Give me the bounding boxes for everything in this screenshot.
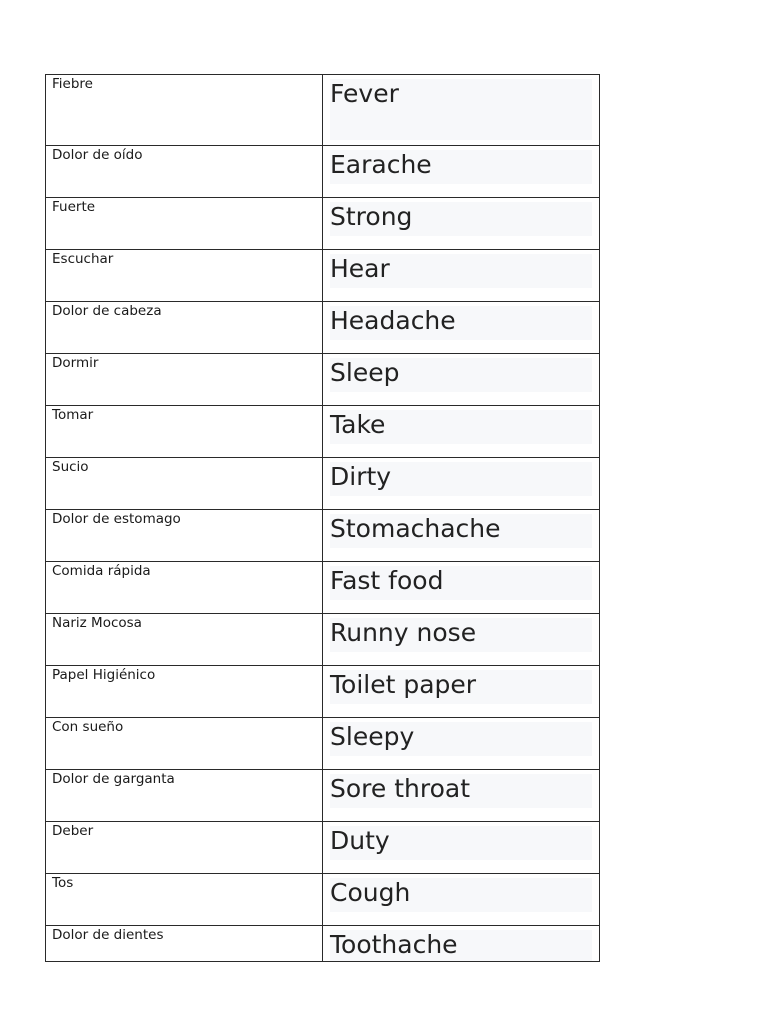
english-cell — [323, 614, 600, 666]
english-translation: Cough — [330, 878, 411, 907]
english-answer-field[interactable] — [330, 826, 592, 860]
english-translation: Hear — [330, 254, 390, 283]
english-answer-field[interactable] — [330, 670, 592, 704]
english-translation: Dirty — [330, 462, 392, 491]
english-translation: Sleepy — [330, 722, 415, 751]
table-row — [46, 926, 600, 962]
spanish-cell — [46, 458, 323, 510]
english-cell — [323, 302, 600, 354]
english-translation: Strong — [330, 202, 413, 231]
table-row — [46, 302, 600, 354]
spanish-cell — [46, 146, 323, 198]
spanish-cell — [46, 510, 323, 562]
english-answer-field[interactable] — [330, 358, 592, 392]
english-cell — [323, 666, 600, 718]
english-answer-field[interactable] — [330, 514, 592, 548]
table-row — [46, 562, 600, 614]
spanish-term: Dolor de garganta — [52, 771, 175, 787]
english-cell — [323, 146, 600, 198]
spanish-term: Nariz Mocosa — [52, 615, 142, 631]
english-cell — [323, 250, 600, 302]
english-answer-field[interactable] — [330, 566, 592, 600]
english-answer-field[interactable] — [330, 306, 592, 340]
english-answer-field[interactable] — [330, 410, 592, 444]
english-translation: Runny nose — [330, 618, 477, 647]
spanish-term: Fuerte — [52, 199, 96, 215]
table-row — [46, 406, 600, 458]
english-cell — [323, 458, 600, 510]
english-cell — [323, 562, 600, 614]
english-cell — [323, 510, 600, 562]
spanish-cell — [46, 250, 323, 302]
english-cell — [323, 198, 600, 250]
english-translation: Headache — [330, 306, 456, 335]
table-row — [46, 614, 600, 666]
english-translation: Sore throat — [330, 774, 471, 803]
table-row — [46, 510, 600, 562]
spanish-term: Tos — [52, 875, 74, 891]
table-row — [46, 718, 600, 770]
english-translation: Take — [330, 410, 386, 439]
spanish-term: Sucio — [52, 459, 89, 475]
english-cell — [323, 874, 600, 926]
english-answer-field[interactable] — [330, 930, 592, 961]
english-answer-field[interactable] — [330, 462, 592, 496]
spanish-cell — [46, 822, 323, 874]
spanish-term: Con sueño — [52, 719, 124, 735]
spanish-cell — [46, 302, 323, 354]
spanish-term: Dolor de cabeza — [52, 303, 162, 319]
spanish-term: Dormir — [52, 355, 99, 371]
table-row — [46, 770, 600, 822]
spanish-cell — [46, 406, 323, 458]
table-row — [46, 146, 600, 198]
table-row — [46, 354, 600, 406]
english-translation: Fever — [330, 79, 399, 108]
english-cell — [323, 75, 600, 146]
english-answer-field[interactable] — [330, 618, 592, 652]
english-translation: Toothache — [330, 930, 458, 959]
english-cell — [323, 354, 600, 406]
spanish-term: Dolor de estomago — [52, 511, 181, 527]
spanish-cell — [46, 562, 323, 614]
english-answer-field[interactable] — [330, 202, 592, 236]
english-answer-field[interactable] — [330, 150, 592, 184]
table-row — [46, 198, 600, 250]
spanish-cell — [46, 874, 323, 926]
table-row — [46, 666, 600, 718]
vocabulary-table-body — [46, 75, 600, 962]
english-cell — [323, 770, 600, 822]
table-row — [46, 250, 600, 302]
english-translation: Earache — [330, 150, 432, 179]
table-row — [46, 874, 600, 926]
table-row — [46, 458, 600, 510]
english-answer-field[interactable] — [330, 254, 592, 288]
spanish-cell — [46, 75, 323, 146]
table-row — [46, 822, 600, 874]
spanish-term: Tomar — [52, 407, 94, 423]
spanish-cell — [46, 926, 323, 962]
spanish-term: Fiebre — [52, 76, 93, 92]
spanish-cell — [46, 770, 323, 822]
spanish-term: Dolor de oído — [52, 147, 143, 163]
english-translation: Fast food — [330, 566, 444, 595]
english-translation: Toilet paper — [330, 670, 477, 699]
spanish-cell — [46, 614, 323, 666]
spanish-cell — [46, 718, 323, 770]
english-translation: Stomachache — [330, 514, 501, 543]
english-answer-field[interactable] — [330, 774, 592, 808]
english-translation: Sleep — [330, 358, 400, 387]
spanish-term: Dolor de dientes — [52, 927, 164, 943]
english-translation: Duty — [330, 826, 390, 855]
spanish-term: Comida rápida — [52, 563, 151, 579]
vocabulary-table — [45, 74, 600, 962]
english-answer-field[interactable] — [330, 79, 592, 140]
english-cell — [323, 406, 600, 458]
spanish-cell — [46, 354, 323, 406]
spanish-cell — [46, 666, 323, 718]
table-row — [46, 75, 600, 146]
spanish-cell — [46, 198, 323, 250]
spanish-term: Deber — [52, 823, 94, 839]
spanish-term: Papel Higiénico — [52, 667, 156, 683]
english-answer-field[interactable] — [330, 878, 592, 912]
english-cell — [323, 822, 600, 874]
spanish-term: Escuchar — [52, 251, 114, 267]
english-cell — [323, 718, 600, 770]
english-answer-field[interactable] — [330, 722, 592, 756]
english-cell — [323, 926, 600, 962]
